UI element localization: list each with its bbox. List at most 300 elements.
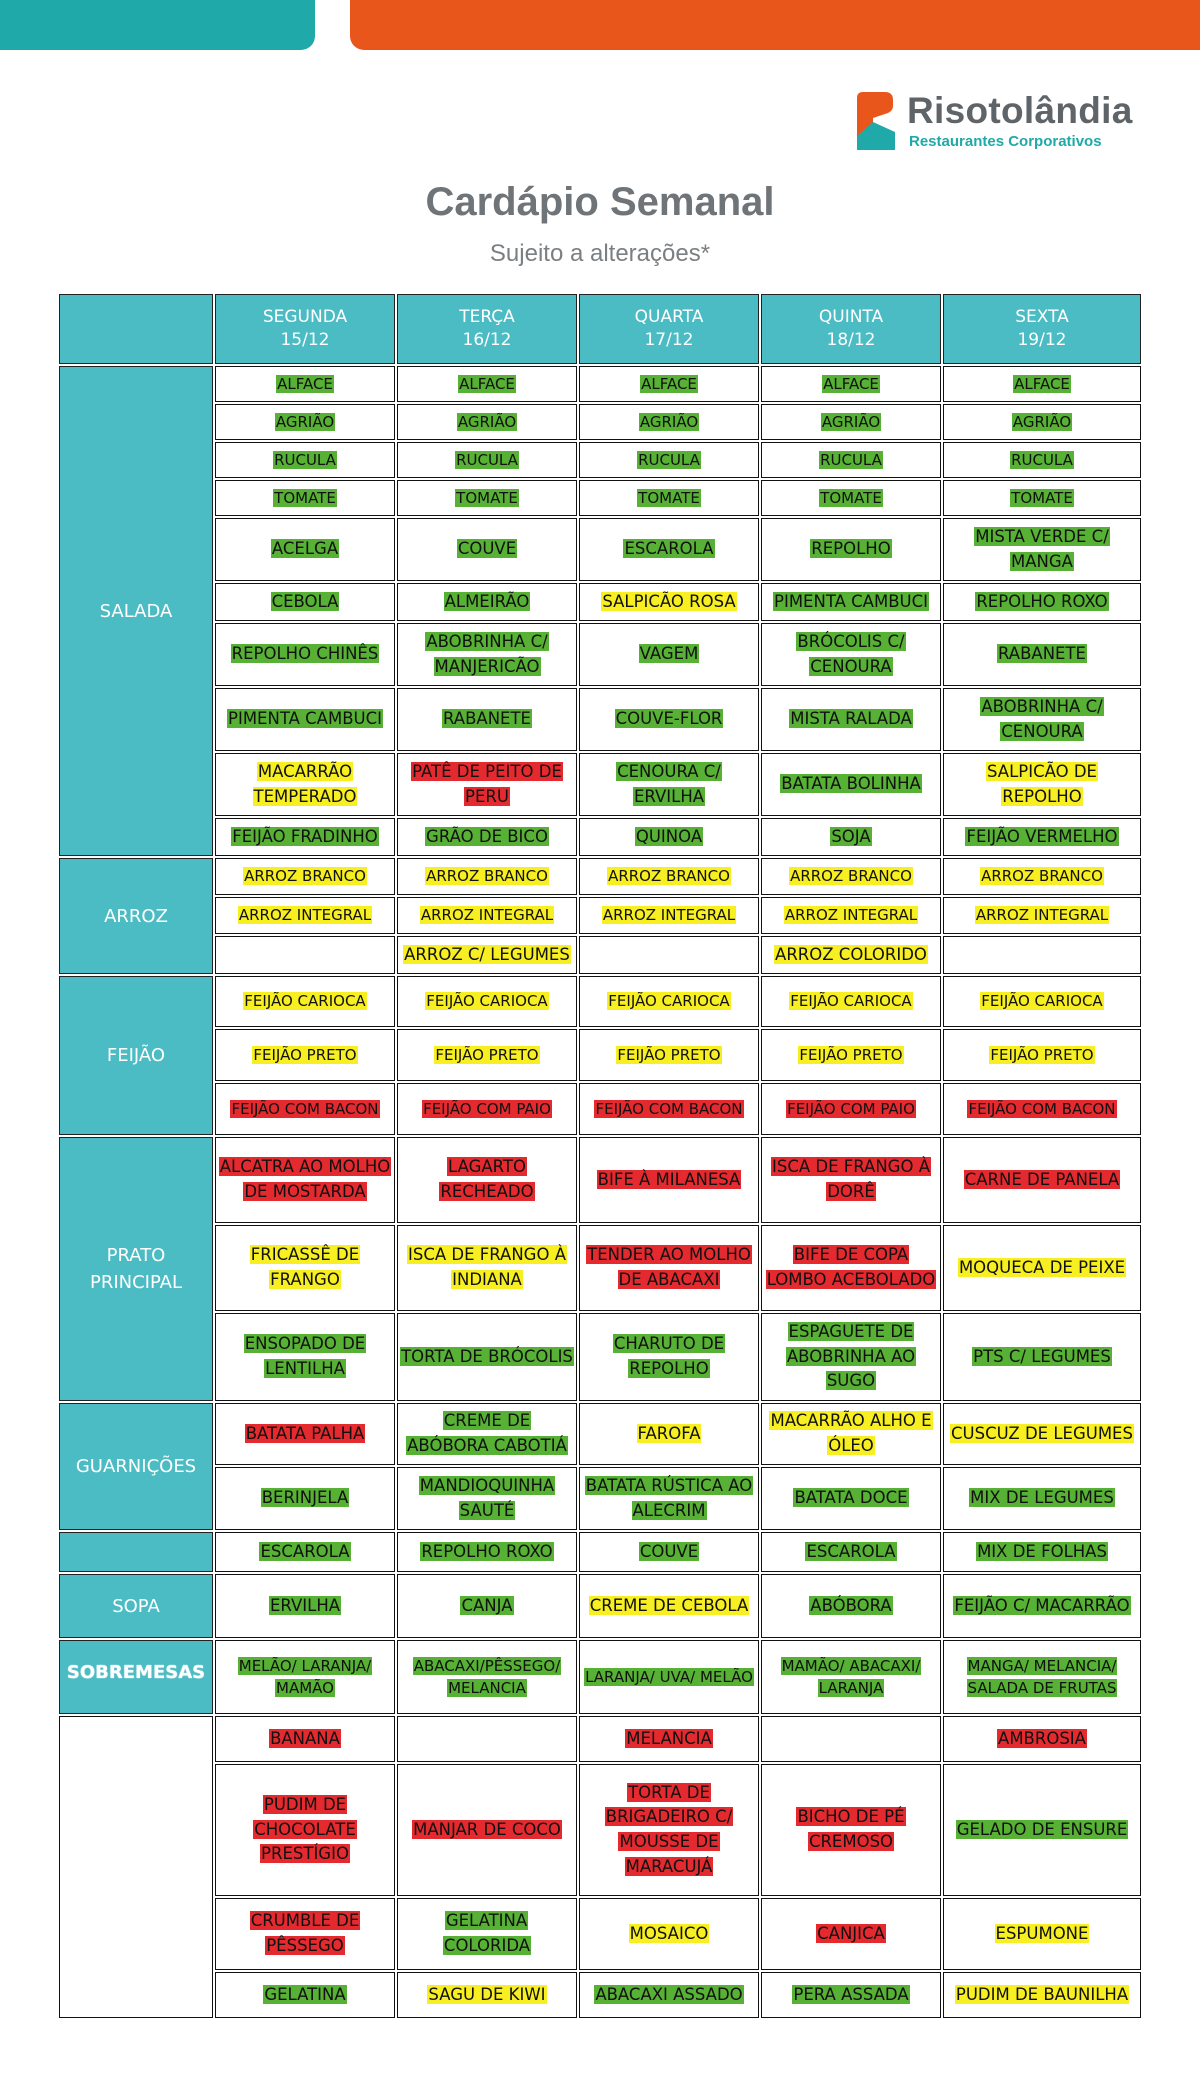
menu-item-text: TORTA DE BRÓCOLIS [401,1346,573,1366]
menu-item-text: SALPICÃO ROSA [602,591,736,611]
menu-item-text: ENSOPADO DE LENTILHA [244,1334,366,1378]
menu-item-cell [943,1898,1141,1970]
category-prato-principal: PRATO PRINCIPAL [59,1137,213,1401]
menu-item-text: BIFE DE COPA LOMBO ACEBOLADO [766,1245,936,1289]
menu-item-text: FEIJÃO FRADINHO [232,826,378,846]
menu-item-cell [215,1225,395,1311]
menu-item-text: MANDIOQUINHA SAUTÉ [419,1475,555,1520]
menu-item-cell [397,404,577,440]
menu-item-cell [579,442,759,478]
menu-item-text: FEIJÃO PRETO [617,1045,721,1064]
menu-item-text: RUCULA [1011,450,1073,469]
menu-item-cell [943,1574,1141,1638]
menu-item-cell [579,1532,759,1572]
menu-item-text: ARROZ INTEGRAL [420,906,554,925]
logo-mark-icon [855,92,895,150]
menu-item-cell [579,1403,759,1465]
menu-item-cell [761,366,941,402]
menu-item-text: COUVE [639,1541,699,1561]
menu-item-cell [215,1764,395,1896]
menu-item-cell [397,1898,577,1970]
menu-item-text: ABOBRINHA C/ CENOURA [981,696,1103,741]
menu-item-cell [943,1029,1141,1081]
menu-item-text: FEIJÃO COM PAIO [787,1099,915,1118]
menu-item-text: MACARRÃO TEMPERADO [253,761,357,806]
menu-item-cell [397,1467,577,1530]
day-name: QUINTA [818,307,884,328]
menu-item-cell [943,1467,1141,1530]
day-header-quinta [761,294,941,364]
menu-item-cell [943,442,1141,478]
menu-item-text: SAGU DE KIWI [428,1984,546,2004]
menu-item-cell [397,753,577,816]
menu-item-cell [579,1764,759,1896]
menu-item-cell [215,1467,395,1530]
menu-item-cell [761,1640,941,1714]
menu-item-cell [397,688,577,751]
menu-item-text: FEIJÃO CARIOCA [608,992,730,1011]
menu-item-text: CEBOLA [271,591,339,611]
menu-item-cell [215,583,395,621]
menu-item-text: ALFACE [1014,374,1070,393]
menu-item-cell [579,1313,759,1401]
menu-item-cell [215,753,395,816]
menu-item-cell [943,1764,1141,1896]
menu-item-cell [943,1225,1141,1311]
menu-item-text: CREME DE CEBOLA [589,1595,749,1615]
menu-item-cell [761,623,941,686]
menu-item-cell [761,858,941,895]
menu-item-text: ARROZ BRANCO [981,867,1103,886]
menu-item-cell [761,518,941,581]
menu-item-text: GELADO DE ENSURE [956,1819,1128,1839]
menu-item-text: REPOLHO ROXO [976,591,1108,611]
menu-item-text: BATATA RÚSTICA AO ALECRIM [585,1475,753,1520]
menu-item-text: ESPUMONE [995,1923,1089,1943]
menu-item-cell [215,1403,395,1465]
menu-item-cell [215,1898,395,1970]
menu-item-text: ESPAGUETE DE ABOBRINHA AO SUGO [786,1321,916,1391]
menu-item-text: AGRIÃO [821,412,881,431]
menu-item-cell [761,753,941,816]
menu-item-text: TOMATE [820,488,882,507]
menu-item-cell [579,1972,759,2018]
menu-item-text: BATATA BOLINHA [781,774,921,794]
day-date: 17/12 [644,330,694,350]
menu-item-text: COUVE [457,539,517,559]
menu-item-cell [761,1764,941,1896]
menu-item-text: AGRIÃO [1012,412,1072,431]
menu-item-text: ISCA DE FRANGO À INDIANA [408,1245,566,1289]
menu-item-cell [215,623,395,686]
menu-item-cell [215,858,395,895]
menu-item-text: SALPICÃO DE REPOLHO [987,761,1097,806]
menu-item-text: MOQUECA DE PEIXE [958,1257,1126,1277]
menu-item-cell [397,1403,577,1465]
menu-item-cell [943,858,1141,895]
menu-item-cell [761,480,941,516]
menu-item-cell [397,1532,577,1572]
menu-item-text: ACELGA [271,539,339,559]
category-guarnições: GUARNIÇÕES [59,1403,213,1530]
menu-item-cell [215,480,395,516]
menu-item-cell [215,442,395,478]
menu-item-text: ARROZ COLORIDO [775,944,927,964]
menu-item-cell [215,1574,395,1638]
menu-item-cell [761,1403,941,1465]
category-feijão: FEIJÃO [59,976,213,1135]
menu-item-cell [397,1716,577,1762]
menu-item-cell [397,442,577,478]
menu-item-text: ALCATRA AO MOLHO DE MOSTARDA [219,1157,391,1201]
menu-item-cell [943,518,1141,581]
menu-item-cell [943,404,1141,440]
menu-item-text: TORTA DE BRIGADEIRO C/ MOUSSE DE MARACUJÁ [605,1782,733,1876]
menu-item-text: FEIJÃO CARIOCA [790,992,912,1011]
menu-item-text: FEIJÃO COM BACON [595,1099,743,1118]
menu-item-cell [397,1972,577,2018]
menu-item-cell [579,818,759,856]
menu-item-text: FEIJÃO C/ MACARRÃO [954,1595,1130,1615]
menu-item-cell [579,1083,759,1135]
menu-item-text: BIFE À MILANESA [597,1169,741,1189]
menu-item-cell [761,897,941,934]
menu-item-cell [761,1716,941,1762]
menu-item-cell [761,1574,941,1638]
menu-item-cell [943,1083,1141,1135]
menu-item-cell [579,936,759,974]
menu-item-text: ISCA DE FRANGO À DORÊ [772,1157,930,1201]
menu-item-text: PIMENTA CAMBUCI [228,709,382,729]
menu-item-text: ESCAROLA [806,1541,896,1561]
menu-item-text: MIX DE FOLHAS [977,1541,1107,1561]
menu-item-text: BATATA PALHA [245,1423,365,1443]
top-orange-bar [350,0,1200,50]
menu-item-cell [397,480,577,516]
menu-item-cell [579,1029,759,1081]
menu-item-cell [761,1467,941,1530]
menu-item-text: ALFACE [277,374,333,393]
menu-item-cell [943,623,1141,686]
menu-item-text: ESCAROLA [260,1541,350,1561]
menu-item-text: ARROZ INTEGRAL [602,906,736,925]
menu-item-text: ARROZ BRANCO [244,867,366,886]
menu-item-text: FEIJÃO PRETO [435,1045,539,1064]
menu-item-text: TOMATE [638,488,700,507]
menu-item-cell [215,366,395,402]
menu-item-cell [579,583,759,621]
menu-item-cell [397,1083,577,1135]
menu-item-text: TOMATE [1011,488,1073,507]
menu-item-cell [943,1716,1141,1762]
menu-item-cell [397,623,577,686]
day-name: SEXTA [1015,307,1069,328]
menu-item-text: FAROFA [637,1423,701,1443]
day-date: 16/12 [462,330,512,350]
menu-item-cell [761,1225,941,1311]
menu-item-cell [761,1898,941,1970]
menu-item-cell [579,366,759,402]
menu-item-text: QUINOA [635,826,703,846]
menu-item-text: LARANJA/ UVA/ MELÃO [585,1667,753,1686]
menu-item-cell [761,404,941,440]
menu-item-cell [215,818,395,856]
menu-item-cell [943,1137,1141,1223]
category-sobremesas: SOBREMESAS [59,1640,213,1714]
day-name: SEGUNDA [262,307,348,328]
menu-item-text: PIMENTA CAMBUCI [774,591,928,611]
menu-item-text: BRÓCOLIS C/ CENOURA [797,631,905,676]
day-name: TERÇA [459,307,515,328]
menu-item-cell [397,897,577,934]
menu-item-text: CRUMBLE DE PÊSSEGO [250,1911,360,1955]
menu-item-cell [579,1898,759,1970]
menu-item-cell [579,688,759,751]
menu-item-text: PUDIM DE CHOCOLATE PRESTÍGIO [254,1794,356,1864]
menu-item-cell [761,1029,941,1081]
day-date: 19/12 [1017,330,1067,350]
menu-item-cell [397,1640,577,1714]
menu-item-text: MOSAICO [629,1923,709,1943]
menu-item-cell [761,442,941,478]
menu-item-cell [397,518,577,581]
menu-item-text: FEIJÃO PRETO [253,1045,357,1064]
menu-item-cell [943,1403,1141,1465]
menu-item-cell [397,1313,577,1401]
menu-item-text: FEIJÃO CARIOCA [981,992,1103,1011]
menu-item-text: ABACAXI ASSADO [595,1984,743,2004]
menu-item-text: CHARUTO DE REPOLHO [613,1334,725,1378]
menu-item-cell [943,897,1141,934]
menu-item-text: RUCULA [638,450,700,469]
brand-name: Risotolândia [907,90,1133,131]
menu-item-cell [579,753,759,816]
menu-item-cell [579,1225,759,1311]
day-name: QUARTA [634,307,704,328]
menu-item-text: FEIJÃO COM BACON [231,1099,379,1118]
menu-item-text: RUCULA [456,450,518,469]
menu-item-cell [943,818,1141,856]
menu-item-text: BICHO DE PÉ CREMOSO [797,1807,905,1851]
weekly-menu-table [58,293,1142,2033]
menu-item-cell [579,1137,759,1223]
menu-item-text: MELÃO/ LARANJA/ MAMÃO [238,1656,372,1697]
menu-item-text: ALMEIRÃO [444,591,530,611]
menu-item-text: REPOLHO ROXO [421,1541,553,1561]
menu-item-cell [215,404,395,440]
menu-item-text: CARNE DE PANELA [964,1169,1120,1189]
category-blank [59,1716,213,2018]
menu-item-cell [761,583,941,621]
category-blank [59,1532,213,1572]
menu-item-cell [761,936,941,974]
menu-item-text: BATATA DOCE [794,1488,908,1508]
menu-item-text: CENOURA C/ ERVILHA [617,761,721,806]
page-subtitle: Sujeito a alterações* [489,240,711,267]
menu-item-cell [579,1640,759,1714]
menu-item-text: TOMATE [456,488,518,507]
menu-item-cell [579,858,759,895]
menu-item-cell [943,1972,1141,2018]
menu-item-text: SOJA [831,826,871,846]
menu-item-text: CREME DE ABÓBORA CABOTIÁ [407,1411,567,1455]
menu-item-text: ALFACE [459,374,515,393]
menu-item-text: CANJA [461,1595,513,1615]
menu-item-text: FEIJÃO CARIOCA [244,992,366,1011]
day-header-segunda [215,294,395,364]
menu-item-text: PERA ASSADA [793,1984,909,2004]
menu-item-cell [761,976,941,1027]
menu-item-text: FEIJÃO VERMELHO [966,826,1118,846]
menu-item-cell [943,976,1141,1027]
category-arroz: ARROZ [59,858,213,974]
menu-item-cell [215,688,395,751]
menu-item-text: MAMÃO/ ABACAXI/ LARANJA [781,1656,921,1697]
menu-item-text: ARROZ INTEGRAL [238,906,372,925]
header-corner [59,294,213,364]
menu-item-text: GELATINA [264,1984,346,2004]
menu-item-cell [761,1972,941,2018]
day-header-sexta [943,294,1141,364]
menu-item-cell [397,936,577,974]
menu-item-cell [943,366,1141,402]
menu-item-cell [215,1137,395,1223]
menu-item-text: MACARRÃO ALHO E ÓLEO [770,1411,932,1455]
menu-item-cell [397,976,577,1027]
menu-item-cell [397,366,577,402]
day-date: 15/12 [280,330,330,350]
menu-item-text: GRÃO DE BICO [426,826,548,846]
menu-item-cell [215,518,395,581]
menu-item-cell [215,1716,395,1762]
menu-item-text: RUCULA [820,450,882,469]
menu-item-text: MISTA VERDE C/ MANGA [975,526,1109,571]
menu-item-cell [397,1029,577,1081]
menu-item-text: MANGA/ MELANCIA/ SALADA DE FRUTAS [967,1656,1117,1697]
menu-item-text: BANANA [270,1728,340,1748]
menu-item-cell [397,583,577,621]
menu-item-text: ARROZ BRANCO [790,867,912,886]
menu-item-text: ARROZ INTEGRAL [975,906,1109,925]
menu-item-cell [215,1640,395,1714]
menu-item-text: ARROZ BRANCO [426,867,548,886]
menu-item-cell [215,1313,395,1401]
menu-item-cell [397,858,577,895]
menu-item-text: AGRIÃO [275,412,335,431]
menu-item-text: ALFACE [641,374,697,393]
menu-item-cell [761,688,941,751]
menu-item-text: ERVILHA [269,1595,341,1615]
brand-logo [855,88,1165,158]
menu-item-text: RABANETE [443,709,531,729]
menu-item-cell [215,976,395,1027]
menu-item-text: TENDER AO MOLHO DE ABACAXI [587,1245,751,1289]
menu-item-text: MISTA RALADA [790,709,912,729]
menu-item-text: PUDIM DE BAUNILHA [955,1984,1129,2004]
menu-item-cell [761,1083,941,1135]
menu-item-text: MELANCIA [626,1728,712,1748]
menu-item-text: RABANETE [998,644,1086,664]
menu-item-cell [215,1083,395,1135]
menu-item-text: ABÓBORA [810,1595,892,1615]
day-header-quarta [579,294,759,364]
menu-item-cell [943,1532,1141,1572]
menu-item-text: ARROZ INTEGRAL [784,906,918,925]
menu-item-text: FEIJÃO COM PAIO [423,1099,551,1118]
menu-item-text: RUCULA [274,450,336,469]
menu-item-text: FEIJÃO PRETO [799,1045,903,1064]
menu-item-cell [943,936,1141,974]
menu-item-cell [397,1574,577,1638]
menu-item-text: VAGEM [639,644,699,664]
menu-item-cell [579,623,759,686]
menu-item-text: CUSCUZ DE LEGUMES [951,1423,1133,1443]
menu-item-cell [761,1532,941,1572]
menu-item-text: REPOLHO CHINÊS [231,644,379,664]
menu-item-cell [761,1313,941,1401]
menu-item-text: FEIJÃO COM BACON [968,1099,1116,1118]
menu-item-cell [943,1640,1141,1714]
menu-item-text: FEIJÃO PRETO [990,1045,1094,1064]
menu-item-cell [943,1313,1141,1401]
menu-item-cell [397,818,577,856]
menu-item-cell [761,818,941,856]
menu-item-cell [579,897,759,934]
day-header-terça [397,294,577,364]
menu-item-text: ARROZ BRANCO [608,867,730,886]
menu-item-text: ABACAXI/PÊSSEGO/ MELANCIA [413,1656,561,1697]
category-salada: SALADA [59,366,213,856]
menu-item-cell [215,1029,395,1081]
menu-item-text: LAGARTO RECHEADO [440,1157,534,1201]
menu-item-cell [579,1467,759,1530]
menu-item-text: FRICASSÊ DE FRANGO [250,1245,360,1289]
menu-item-text: ARROZ C/ LEGUMES [404,944,570,964]
menu-item-cell [579,480,759,516]
top-teal-bar [0,0,315,50]
menu-item-text: AGRIÃO [639,412,699,431]
menu-item-text: GELATINA COLORIDA [443,1911,531,1955]
menu-item-cell [943,688,1141,751]
category-sopa: SOPA [59,1574,213,1638]
page-title: Cardápio Semanal [425,180,775,224]
menu-item-text: MIX DE LEGUMES [970,1488,1114,1508]
menu-item-text: TOMATE [274,488,336,507]
menu-item-cell [579,976,759,1027]
menu-item-cell [397,1764,577,1896]
menu-item-text: REPOLHO [811,539,891,559]
menu-item-cell [215,897,395,934]
menu-item-cell [397,1225,577,1311]
menu-item-text: AMBROSIA [998,1728,1086,1748]
menu-item-cell [579,518,759,581]
menu-item-cell [215,936,395,974]
menu-item-text: COUVE-FLOR [615,709,723,729]
menu-item-text: FEIJÃO CARIOCA [426,992,548,1011]
menu-item-cell [215,1972,395,2018]
menu-item-text: PTS C/ LEGUMES [973,1346,1111,1366]
menu-item-cell [579,1716,759,1762]
menu-item-text: PATÊ DE PEITO DE PERU [412,761,562,806]
menu-item-cell [579,1574,759,1638]
menu-item-text: ALFACE [823,374,879,393]
menu-item-cell [215,1532,395,1572]
day-date: 18/12 [826,330,876,350]
menu-item-cell [943,480,1141,516]
brand-tagline: Restaurantes Corporativos [909,133,1102,150]
menu-item-cell [761,1137,941,1223]
menu-item-cell [579,404,759,440]
